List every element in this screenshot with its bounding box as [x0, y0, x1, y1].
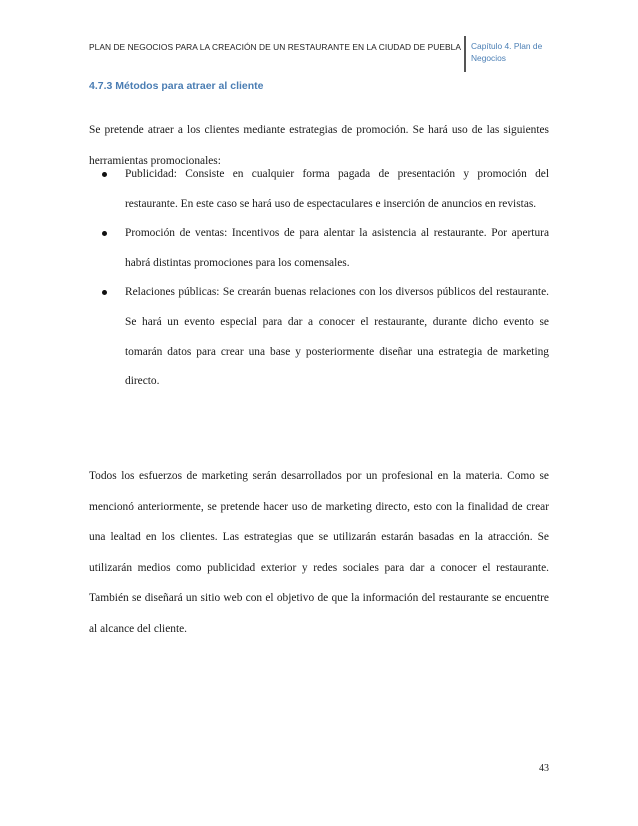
- list-item: [89, 278, 549, 396]
- list-item: [89, 160, 549, 219]
- section-heading: 4.7.3 Métodos para atraer al cliente: [89, 80, 264, 92]
- header-divider: [464, 36, 466, 72]
- page-number: 43: [539, 763, 549, 774]
- list-item-text: Relaciones públicas: Se crearán buenas relaciones con los diversos públicos del restaurante. Se hará un evento especial para dar a conocer el restaurante, durante dicho evento se tomarán datos para crear una base y posteriormente diseñar una estrategia de marketing directo.: [125, 286, 549, 388]
- bullet-icon: [102, 172, 107, 177]
- bullet-icon: [102, 231, 107, 236]
- chapter-label: Capítulo 4. Plan de Negocios: [471, 41, 543, 63]
- closing-paragraph: Todos los esfuerzos de marketing serán desarrollados por un profesional en la materia. Como se mencionó anteriormente, se pretende hacer uso de marketing directo, esto con la finalidad de crear una lealtad en los clientes. Las estrategias que se utilizarán estarán basadas en la atracción. Se utilizarán medios como publicidad exterior y redes sociales para dar a conocer el restaurante. También se diseñará un sitio web con el objetivo de que la información del restaurante se encuentre al alcance del cliente.: [89, 470, 549, 635]
- intro-paragraph: Se pretende atraer a los clientes mediante estrategias de promoción. Se hará uso de las siguientes herramientas promocionales:: [89, 124, 549, 167]
- page-header: [89, 36, 561, 72]
- list-item: [89, 219, 549, 278]
- list-item-text: Promoción de ventas: Incentivos de para alentar la asistencia al restaurante. Por apertura habrá distintas promociones para los comensales.: [125, 227, 549, 269]
- bullet-icon: [102, 290, 107, 295]
- document-title: PLAN DE NEGOCIOS PARA LA CREACIÓN DE UN RESTAURANTE EN LA CIUDAD DE PUEBLA: [89, 42, 461, 52]
- list-item-text: Publicidad: Consiste en cualquier forma pagada de presentación y promoción del restaurante. En este caso se hará uso de espectaculares e inserción de anuncios en revistas.: [125, 168, 549, 210]
- promotion-tools-list: [89, 160, 549, 397]
